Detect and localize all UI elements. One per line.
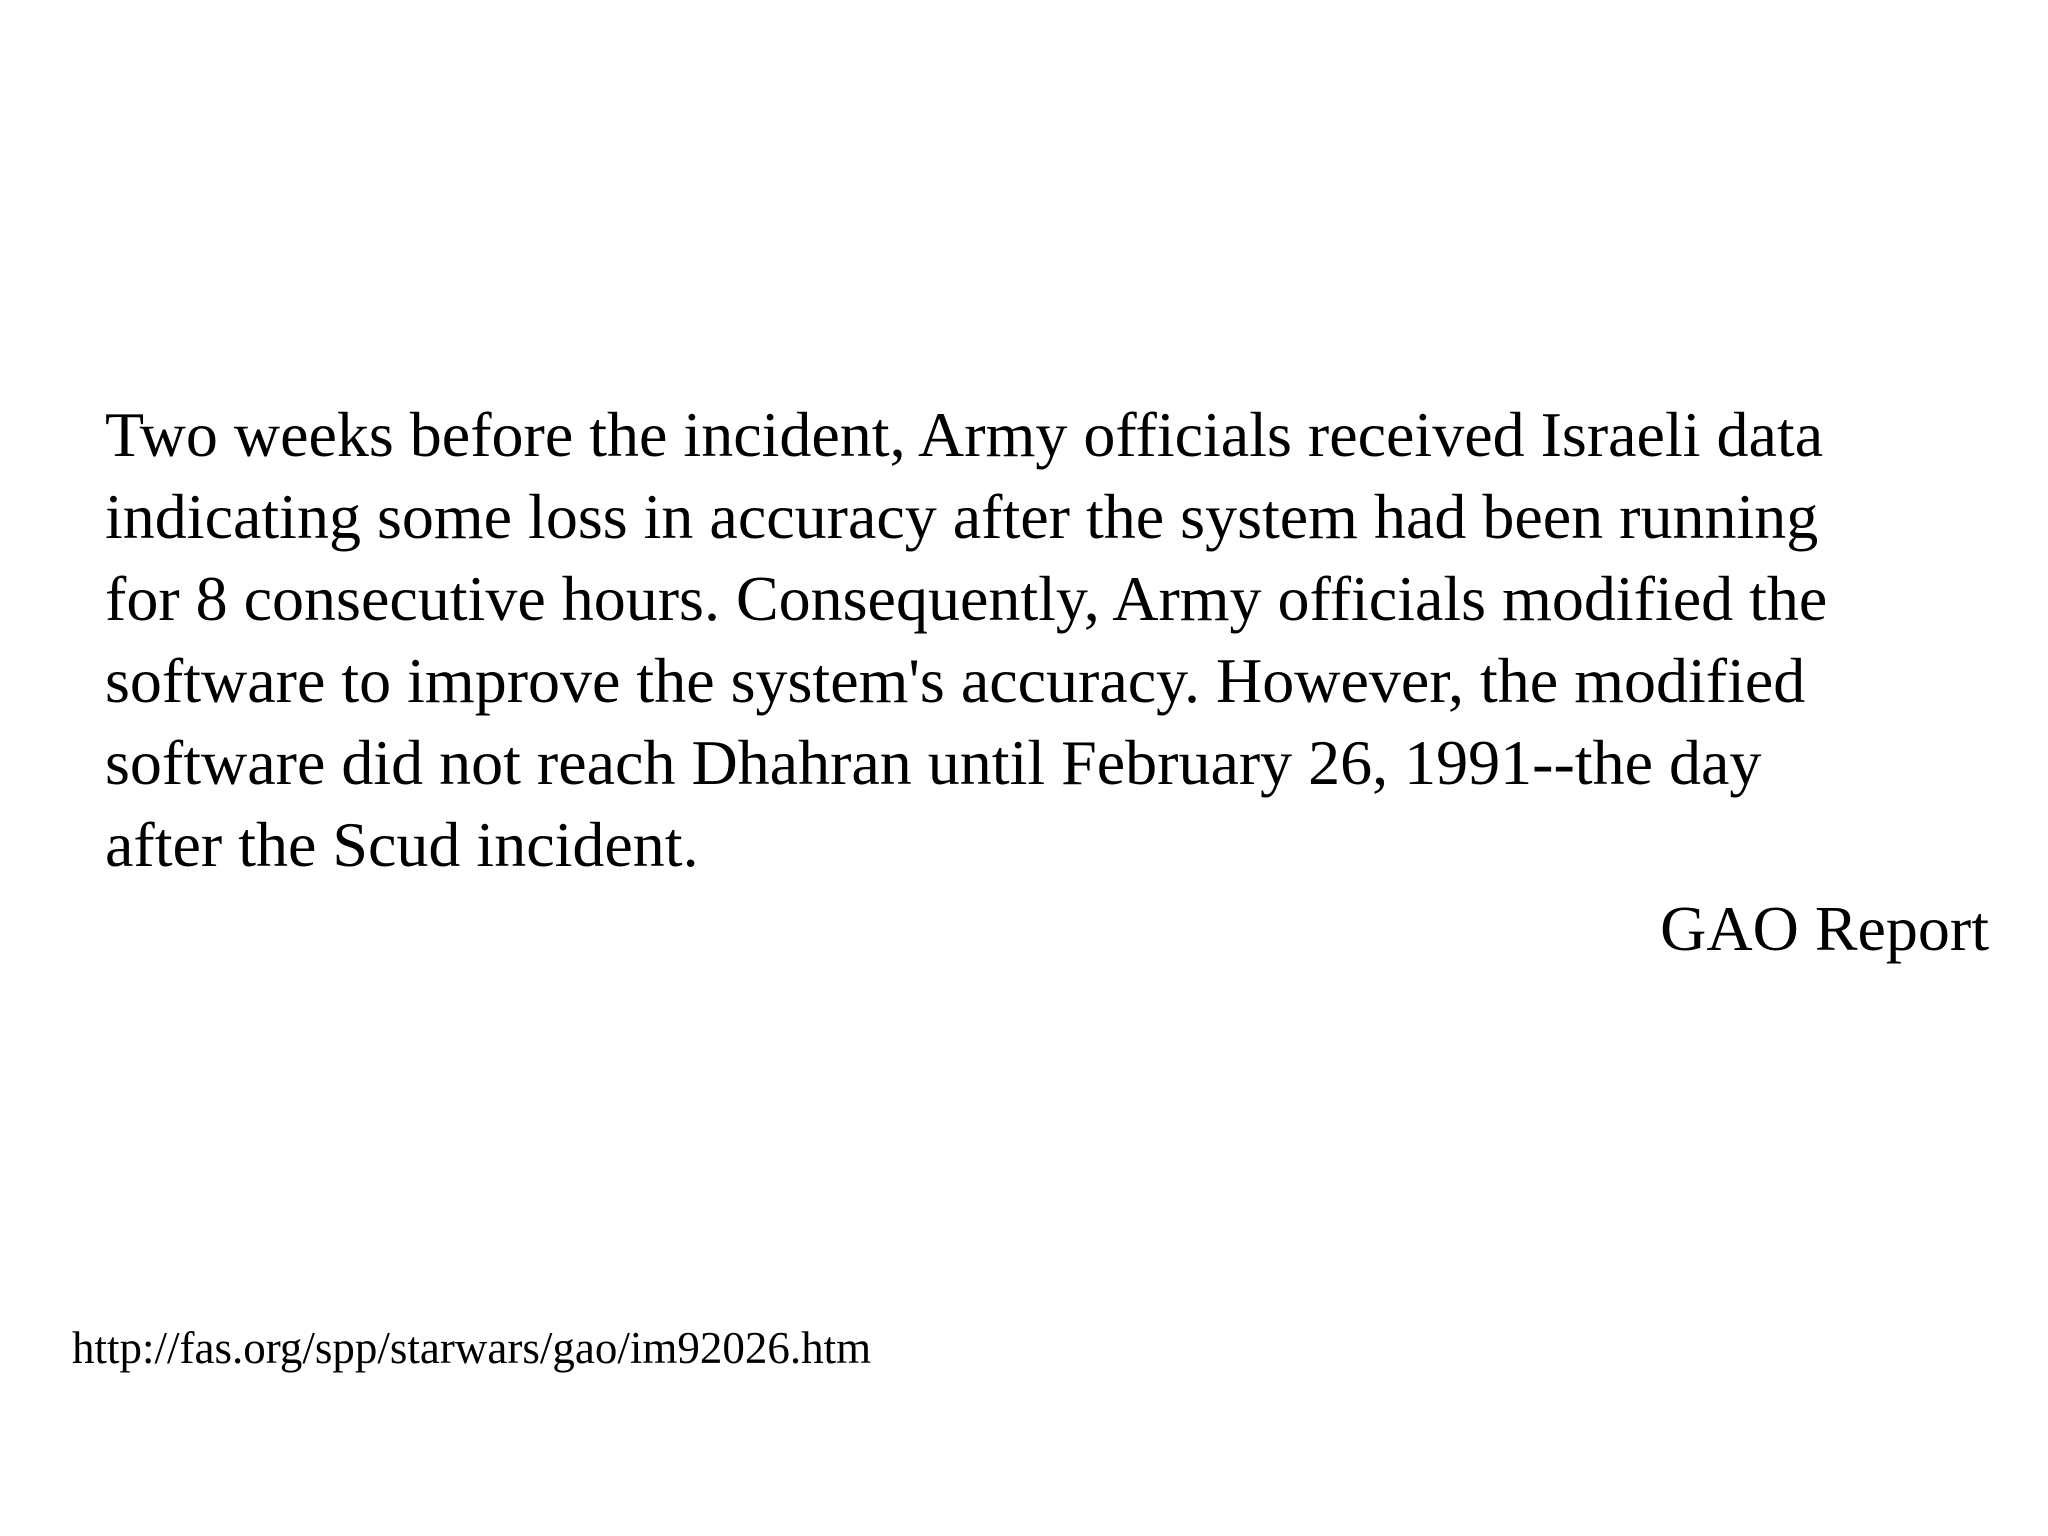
quote-line: software to improve the system's accuracy. However, the modified — [105, 645, 1806, 716]
quote-line: software did not reach Dhahran until February 26, 1991--the day — [105, 727, 1762, 798]
quote-line: after the Scud incident. — [105, 809, 699, 880]
quote-attribution: GAO Report — [1660, 893, 1989, 964]
quote-line: indicating some loss in accuracy after the system had been running — [105, 481, 1819, 552]
quote-line: Two weeks before the incident, Army officials received Israeli data — [105, 399, 1824, 470]
source-url-link[interactable]: http://fas.org/spp/starwars/gao/im92026.htm — [72, 1323, 872, 1373]
quote-line: for 8 consecutive hours. Consequently, Army officials modified the — [105, 563, 1828, 634]
